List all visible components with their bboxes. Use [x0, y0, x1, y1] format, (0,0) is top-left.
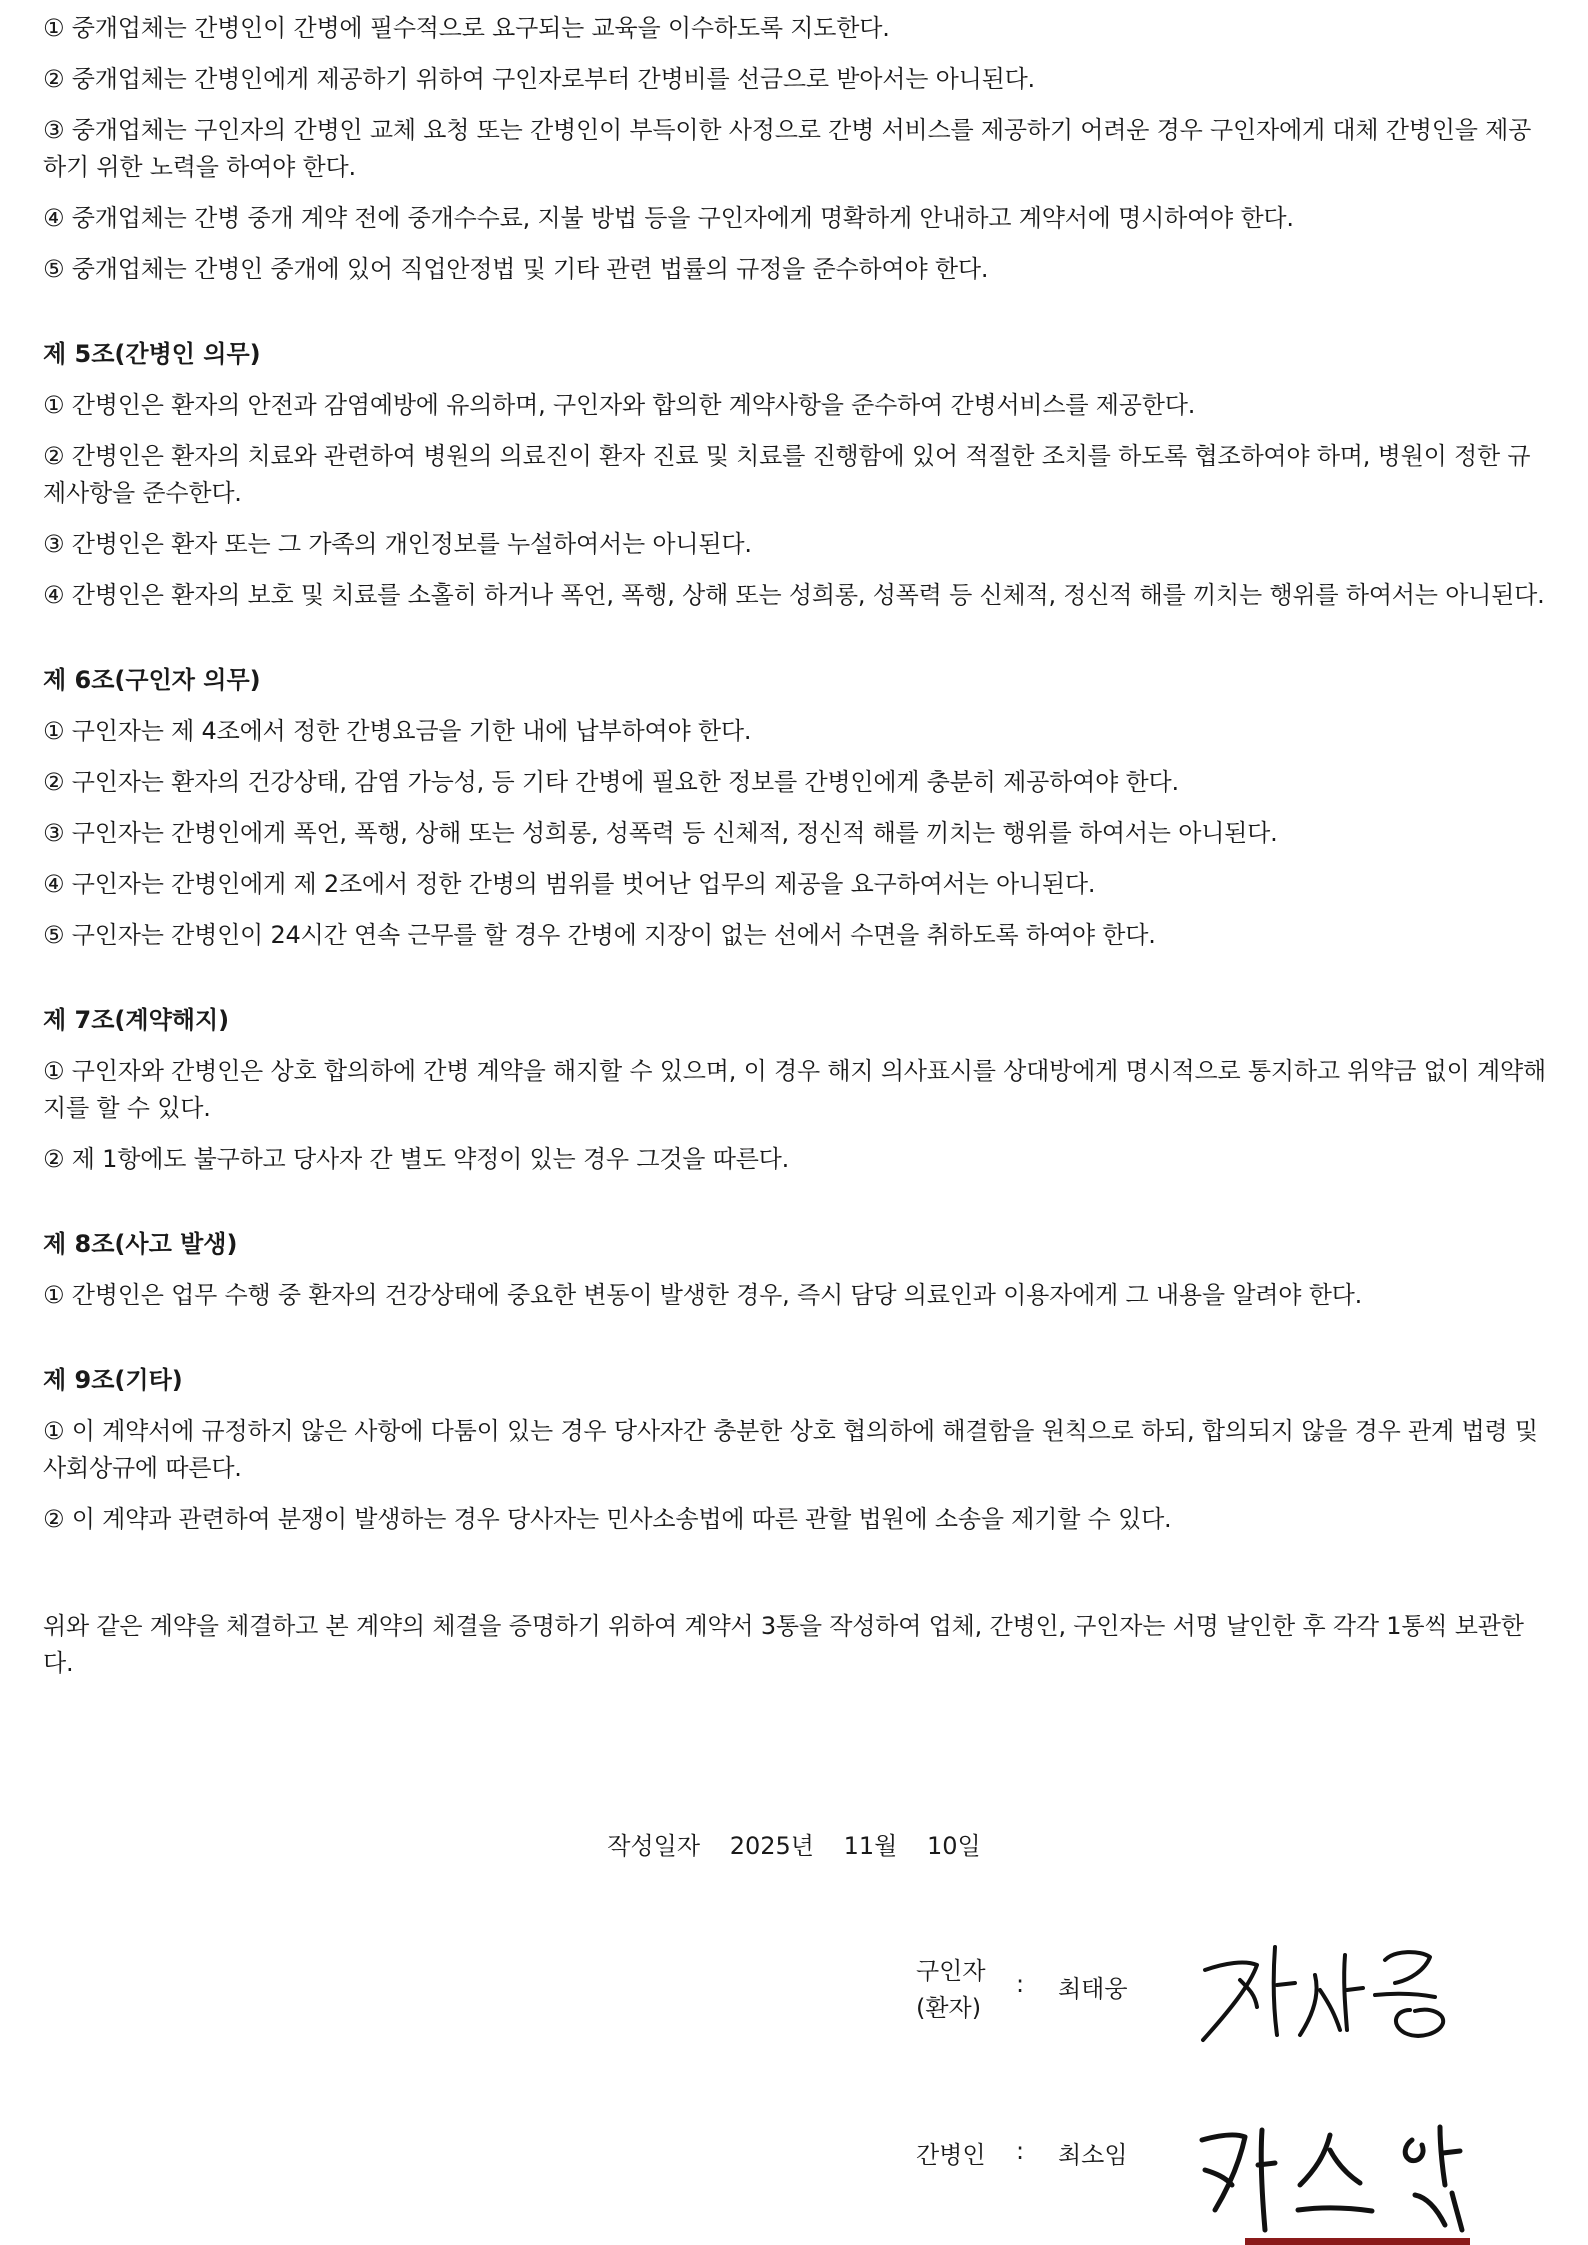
clause-item: ④ 구인자는 간병인에게 제 2조에서 정한 간병의 범위를 벗어난 업무의 제공을 요구하여서는 아니된다. [43, 870, 1096, 898]
clause-item: ⑤ 구인자는 간병인이 24시간 연속 근무를 할 경우 간병에 지장이 없는 선에서 수면을 취하도록 하여야 한다. [43, 921, 1156, 949]
article-title: 제 6조(구인자 의무) [43, 666, 261, 694]
article-title: 제 5조(간병인 의무) [43, 340, 261, 368]
article-9 [43, 1362, 1548, 1538]
date-line [0, 1828, 1588, 1865]
article-8 [43, 1226, 1548, 1314]
closing-statement: 위와 같은 계약을 체결하고 본 계약의 체결을 증명하기 위하여 계약서 3통을 작성하여 업체, 간병인, 구인자는 서명 날인한 후 각각 1통씩 보관한다. [43, 1612, 1524, 1677]
caregiver-signature-image [1190, 2115, 1490, 2240]
date-year: 2025년 [729, 1832, 814, 1860]
clause-item: ⑤ 중개업체는 간병인 중개에 있어 직업안정법 및 기타 관련 법률의 규정을 준수하여야 한다. [43, 255, 989, 283]
client-role-label [916, 1953, 986, 2027]
clause-item: ② 간병인은 환자의 치료와 관련하여 병원의 의료진이 환자 진료 및 치료를 진행함에 있어 적절한 조치를 하도록 협조하여야 하며, 병원이 정한 규제사항을 준수한다. [43, 442, 1531, 507]
clause-item: ③ 구인자는 간병인에게 폭언, 폭행, 상해 또는 성희롱, 성폭력 등 신체적, 정신적 해를 끼치는 행위를 하여서는 아니된다. [43, 819, 1278, 847]
clause-item: ② 제 1항에도 불구하고 당사자 간 별도 약정이 있는 경우 그것을 따른다. [43, 1145, 790, 1173]
clause-item: ① 구인자는 제 4조에서 정한 간병요금을 기한 내에 납부하여야 한다. [43, 717, 752, 745]
caregiver-name: 최소임 [1058, 2141, 1128, 2169]
clause-item: ② 구인자는 환자의 건강상태, 감염 가능성, 등 기타 간병에 필요한 정보를 간병인에게 충분히 제공하여야 한다. [43, 768, 1179, 796]
clause-item: ③ 간병인은 환자 또는 그 가족의 개인정보를 누설하여서는 아니된다. [43, 530, 752, 558]
clause-item: ① 간병인은 환자의 안전과 감염예방에 유의하며, 구인자와 합의한 계약사항을 준수하여 간병서비스를 제공한다. [43, 391, 1196, 419]
article-title: 제 9조(기타) [43, 1366, 183, 1394]
clause-item: ④ 간병인은 환자의 보호 및 치료를 소홀히 하거나 폭언, 폭행, 상해 또는 성희롱, 성폭력 등 신체적, 정신적 해를 끼치는 행위를 하여서는 아니된다. [43, 581, 1545, 609]
clause-item: ② 이 계약과 관련하여 분쟁이 발생하는 경우 당사자는 민사소송법에 따른 관할 법원에 소송을 제기할 수 있다. [43, 1505, 1172, 1533]
clause-item: ① 구인자와 간병인은 상호 합의하에 간병 계약을 해지할 수 있으며, 이 경우 해지 의사표시를 상대방에게 명시적으로 통지하고 위약금 없이 계약해지를 할 수 있다. [43, 1057, 1546, 1122]
client-role-line1: 구인자 [916, 1957, 986, 1985]
clause-item: ① 이 계약서에 규정하지 않은 사항에 다툼이 있는 경우 당사자간 충분한 상호 협의하에 해결함을 원칙으로 하되, 합의되지 않을 경우 관계 법령 및 사회상규에 따른다. [43, 1417, 1538, 1482]
date-label: 작성일자 [607, 1832, 701, 1860]
clause-item: ④ 중개업체는 간병 중개 계약 전에 중개수수료, 지불 방법 등을 구인자에게 명확하게 안내하고 계약서에 명시하여야 한다. [43, 204, 1294, 232]
clause-item: ① 간병인은 업무 수행 중 환자의 건강상태에 중요한 변동이 발생한 경우, 즉시 담당 의료인과 이용자에게 그 내용을 알려야 한다. [43, 1281, 1363, 1309]
client-name: 최태웅 [1058, 1975, 1128, 2003]
clause-item: ② 중개업체는 간병인에게 제공하기 위하여 구인자로부터 간병비를 선금으로 받아서는 아니된다. [43, 65, 1035, 93]
article-title: 제 8조(사고 발생) [43, 1230, 238, 1258]
article-5 [43, 336, 1548, 614]
client-colon: : [1016, 1970, 1025, 1998]
date-day: 10일 [926, 1832, 981, 1860]
contract-document [43, 10, 1548, 1696]
clause-item: ① 중개업체는 간병인이 간병에 필수적으로 요구되는 교육을 이수하도록 지도한다. [43, 14, 890, 42]
date-month: 11월 [843, 1832, 898, 1860]
article-6 [43, 662, 1548, 954]
clause-item: ③ 중개업체는 구인자의 간병인 교체 요청 또는 간병인이 부득이한 사정으로 간병 서비스를 제공하기 어려운 경우 구인자에게 대체 간병인을 제공하기 위한 노력을 하여야 한다. [43, 116, 1532, 181]
client-signature-image [1195, 1935, 1480, 2055]
article-title: 제 7조(계약해지) [43, 1006, 230, 1034]
client-role-line2: (환자) [916, 1994, 982, 2022]
caregiver-colon: : [1016, 2137, 1025, 2165]
seal-stamp-edge [1245, 2238, 1470, 2245]
caregiver-role-label: 간병인 [916, 2141, 986, 2169]
intro-clauses [43, 10, 1548, 288]
article-7 [43, 1002, 1548, 1178]
